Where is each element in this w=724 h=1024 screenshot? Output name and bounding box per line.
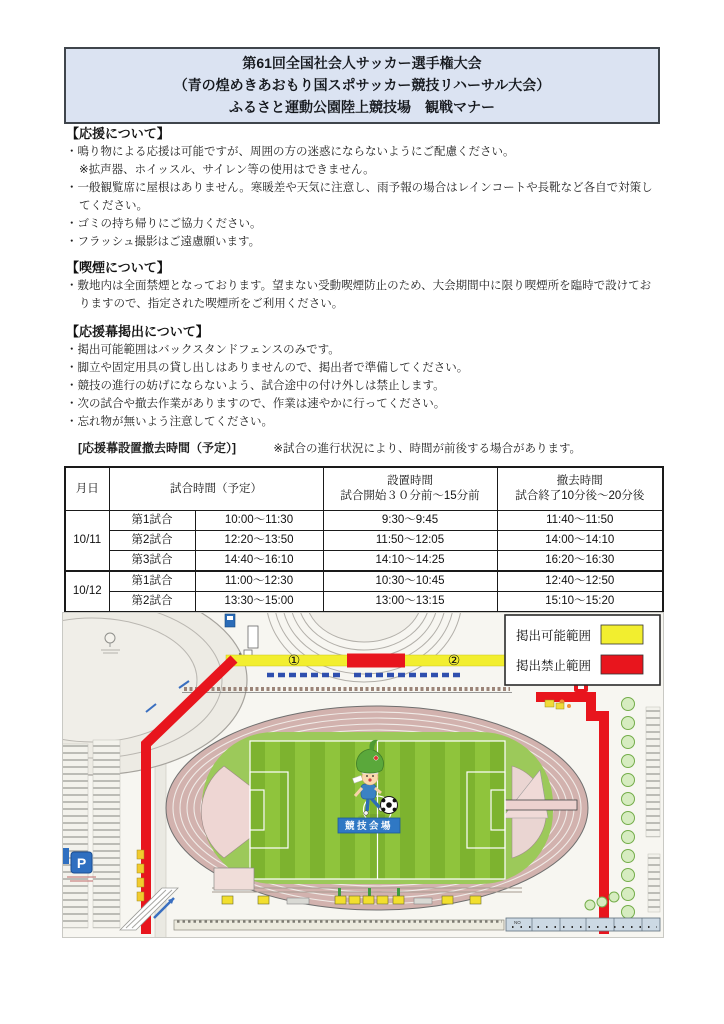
table-row: [65, 592, 663, 613]
col-header-date: 月日: [65, 467, 109, 511]
time-cell: 12:20～13:50: [195, 531, 323, 551]
col-header-setup: [323, 467, 497, 511]
bullet-item: ・脚立や固定用具の貸し出しはありませんので、掲出者で準備してください。: [66, 362, 469, 374]
title-line-3: ふるさと運動公園陸上競技場 観戦マナー: [229, 99, 495, 115]
removal-cell: 15:10～15:20: [497, 592, 663, 613]
title-line-2: （青の煌めきあおもり国スポサッカー競技リハーサル大会）: [173, 77, 551, 93]
schedule-table: [64, 466, 664, 613]
parking-sign: [67, 852, 96, 881]
removal-cell: 14:00～14:10: [497, 531, 663, 551]
schedule-caption: [応援幕設置撤去時間（予定）]: [78, 441, 236, 455]
seat-block-label: NO: [514, 920, 521, 925]
setup-cell: 14:10～14:25: [323, 551, 497, 572]
bullet-item: ・ゴミの持ち帰りにご協力ください。: [66, 218, 262, 230]
table-row: [65, 531, 663, 551]
match-cell: 第1試合: [109, 571, 195, 592]
col-header-removal-title: 撤去時間: [556, 475, 603, 487]
parking-sign-label: P: [76, 855, 87, 871]
removal-cell: 11:40～11:50: [497, 511, 663, 531]
col-header-removal: [497, 467, 663, 511]
zone-marker-2: ②: [447, 652, 461, 668]
bullet-item: ・掲出可能範囲はバックスタンドフェンスのみです。: [66, 344, 340, 356]
match-cell: 第2試合: [109, 531, 195, 551]
banner-prohibited-zone-center: [347, 654, 405, 668]
table-row: [65, 551, 663, 572]
col-header-setup-sub: 試合開始３０分前～15分前: [340, 490, 480, 502]
setup-cell: 9:30～9:45: [323, 511, 497, 531]
section-heading: 【喫煙について】: [66, 260, 170, 275]
bullet-item: ・忘れ物が無いよう注意してください。: [66, 416, 273, 428]
setup-cell: 13:00～13:15: [323, 592, 497, 613]
time-cell: 11:00～12:30: [195, 571, 323, 592]
time-cell: 14:40～16:10: [195, 551, 323, 572]
schedule-note: ※試合の進行状況により、時間が前後する場合があります。: [273, 443, 582, 455]
venue-label: 競技会場: [344, 821, 394, 832]
bullet-item: ・フラッシュ撮影はご遠慮願います。: [66, 236, 261, 248]
stadium-map: [62, 612, 664, 938]
match-cell: 第2試合: [109, 592, 195, 613]
note-item: ※拡声器、ホイッスル、サイレン等の使用はできません。: [79, 164, 375, 176]
section-cheering: [66, 125, 662, 251]
section-banner: [66, 323, 662, 431]
col-header-match-time: 試合時間（予定）: [109, 467, 323, 511]
soccer-ball-icon: [381, 797, 398, 814]
schedule-caption-row: [78, 440, 660, 457]
zone-marker-1: ①: [287, 652, 301, 668]
time-cell: 13:30～15:00: [195, 592, 323, 613]
removal-cell: 16:20～16:30: [497, 551, 663, 572]
legend-allowed-label: 掲出可能範囲: [516, 629, 592, 643]
table-row: [65, 511, 663, 531]
venue-label-box: [338, 818, 400, 833]
legend-allowed-swatch: [601, 625, 643, 644]
setup-cell: 10:30～10:45: [323, 571, 497, 592]
bullet-item: ・敷地内は全面禁煙となっております。望まない受動喫煙防止のため、大会期間中に限り喫煙所を臨時で設けておりますので、指定された喫煙所をご利用ください。: [66, 280, 652, 310]
map-legend: [505, 615, 660, 685]
table-row: [65, 571, 663, 592]
section-heading: 【応援について】: [66, 126, 170, 141]
section-smoking: [66, 259, 662, 313]
setup-cell: 11:50～12:05: [323, 531, 497, 551]
bullet-item: ・次の試合や撤去作業がありますので、作業は速やかに行ってください。: [66, 398, 446, 410]
time-cell: 10:00～11:30: [195, 511, 323, 531]
match-cell: 第1試合: [109, 511, 195, 531]
match-cell: 第3試合: [109, 551, 195, 572]
date-cell: 10/11: [65, 511, 109, 572]
removal-cell: 12:40～12:50: [497, 571, 663, 592]
bullet-item: ・競技の進行の妨げにならないよう、試合途中の付け外しは禁止します。: [66, 380, 445, 392]
parking-area-right: [646, 707, 660, 837]
title-line-1: 第61回全国社会人サッカー選手権大会: [242, 55, 482, 71]
table-header-row: [65, 467, 663, 511]
bullet-item: ・鳴り物による応援は可能ですが、周囲の方の迷惑にならないようにご配慮ください。: [66, 146, 515, 158]
legend-prohibited-swatch: [601, 655, 643, 674]
legend-prohibited-label: 掲出禁止範囲: [516, 659, 592, 673]
date-cell: 10/12: [65, 571, 109, 612]
bullet-item: ・一般観覧席に屋根はありません。寒暖差や天気に注意し、雨予報の場合はレインコートや長靴など各自で対策してください。: [66, 182, 653, 212]
col-header-removal-sub: 試合終了10分後～20分後: [515, 490, 645, 502]
title-box: [64, 47, 660, 124]
col-header-setup-title: 設置時間: [387, 475, 433, 487]
section-heading: 【応援幕掲出について】: [66, 324, 209, 339]
